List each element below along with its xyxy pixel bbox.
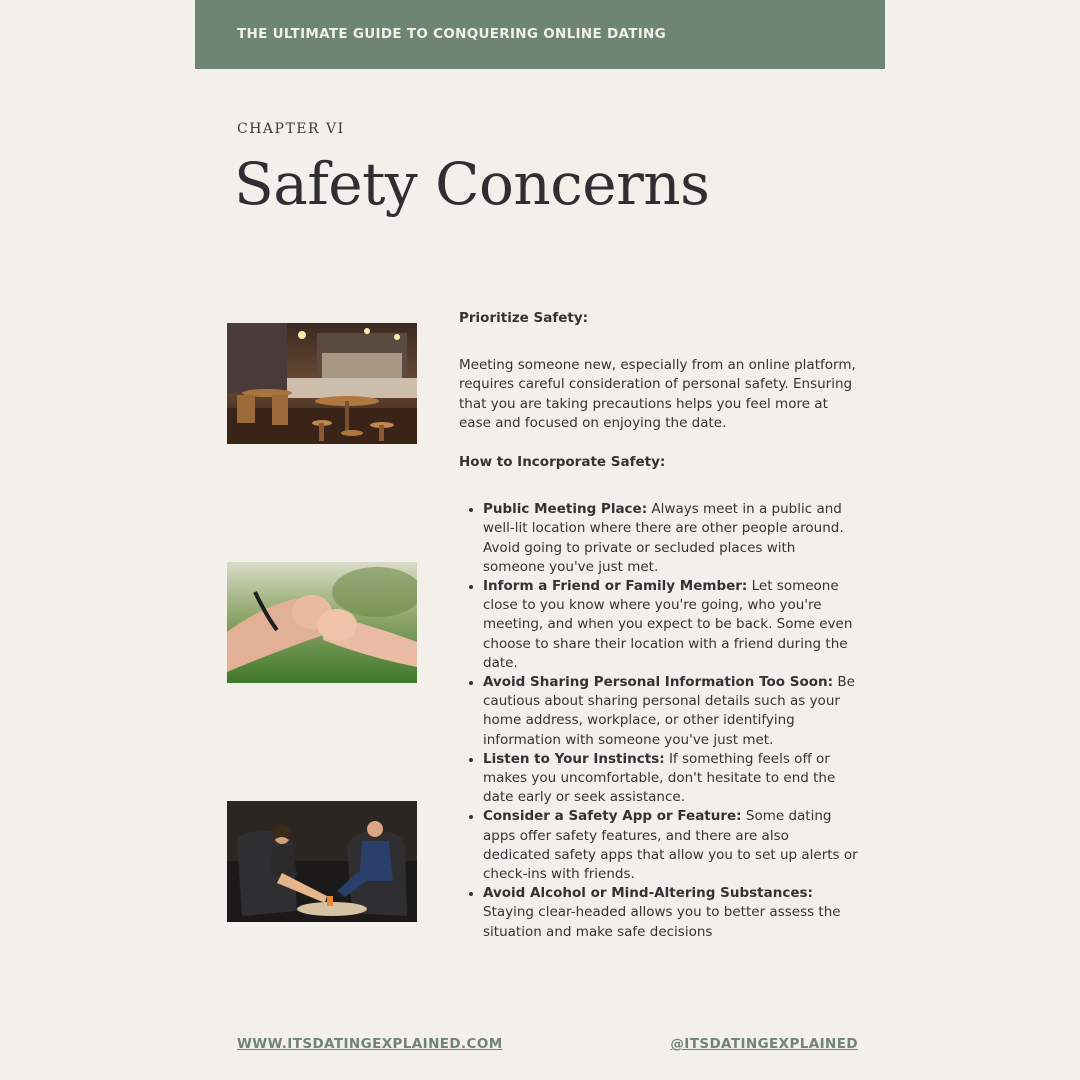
list-item: • Consider a Safety App or Feature: Some dating apps offer safety features, and there are also dedicated safety apps that allow you to set up alerts or check-ins with friends. <box>483 807 859 884</box>
couple-date-photo <box>227 801 417 922</box>
list-item: • Avoid Sharing Personal Information Too Soon: Be cautious about sharing personal details such as your home address, workplace, or other identifying information with someone you've just met. <box>483 673 859 750</box>
list-item: • Inform a Friend or Family Member: Let someone close to you know where you're going, who you're meeting, and when you expect to be back. Some even choose to share their location with a friend during the date. <box>483 577 859 673</box>
list-item: • Listen to Your Instincts: If something feels off or makes you uncomfortable, don't hesitate to end the date early or seek assistance. <box>483 750 859 808</box>
list-item: • Avoid Alcohol or Mind-Altering Substances: Staying clear-headed allows you to better assess the situation and make safe decisions <box>483 884 859 942</box>
fist-bump-photo <box>227 562 417 683</box>
banner-title: THE ULTIMATE GUIDE TO CONQUERING ONLINE DATING <box>237 26 667 42</box>
chapter-label: CHAPTER VI <box>237 121 345 137</box>
content-column <box>459 309 859 942</box>
cafe-photo <box>227 323 417 444</box>
social-handle-link[interactable]: @ITSDATINGEXPLAINED <box>670 1036 858 1052</box>
list-item: • Public Meeting Place: Always meet in a public and well-lit location where there are other people around. Avoid going to private or secluded places with someone you've just met. <box>483 500 859 577</box>
safety-tips-list <box>459 500 859 942</box>
top-banner <box>195 0 885 69</box>
prioritize-safety-body: Meeting someone new, especially from an online platform, requires careful consideration of personal safety. Ensuring that you are taking precautions helps you feel more at ease and focused on enjoying the date. <box>459 357 856 431</box>
page-title: Safety Concerns <box>234 150 710 218</box>
website-link[interactable]: WWW.ITSDATINGEXPLAINED.COM <box>237 1036 503 1052</box>
incorporate-safety-heading: How to Incorporate Safety: <box>459 454 666 471</box>
prioritize-safety-heading: Prioritize Safety: <box>459 310 589 326</box>
